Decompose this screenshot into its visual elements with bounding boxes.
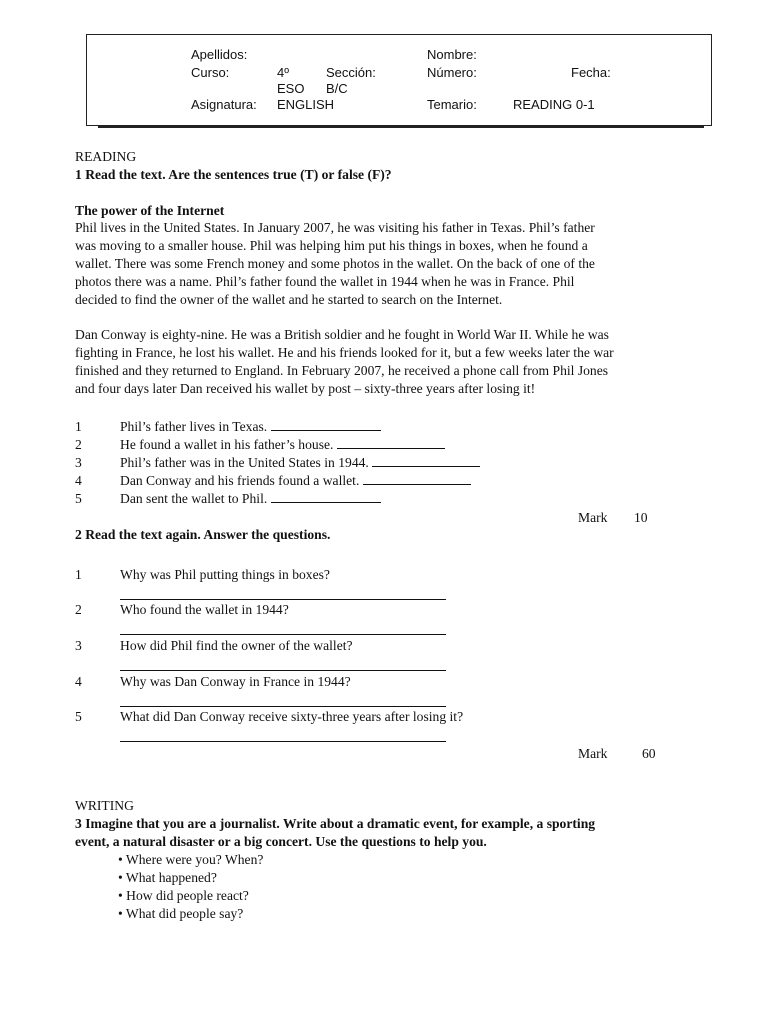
reading-heading: READING	[75, 149, 137, 164]
prompt-text: Where were you? When?	[125, 852, 264, 867]
prompt-bullet: • Where were you? When?	[118, 852, 264, 867]
writing-heading: WRITING	[75, 798, 134, 813]
prompt-bullet: • What did people say?	[118, 906, 244, 921]
question-text: Who found the wallet in 1944?	[120, 602, 289, 617]
mark-label: Mark	[578, 510, 608, 525]
paragraph-line: wallet. There was some French money and some photos in the wallet. On the back of one of the	[75, 255, 595, 271]
asignatura-label: Asignatura:	[191, 97, 257, 112]
curso-label: Curso:	[191, 65, 230, 80]
answer-blank[interactable]	[271, 490, 381, 503]
statement-text: Dan Conway and his friends found a wallet.	[120, 473, 360, 488]
question-text: How did Phil find the owner of the wallet?	[120, 638, 353, 653]
writing-instruction-line-2: event, a natural disaster or a big concert. Use the questions to help you.	[75, 834, 487, 849]
mark-label: Mark	[578, 746, 608, 761]
statement-number: 3	[75, 455, 82, 470]
statement-number: 2	[75, 437, 82, 452]
statement-number: 5	[75, 491, 82, 506]
answer-blank[interactable]	[372, 454, 480, 467]
question-text: Why was Dan Conway in France in 1944?	[120, 674, 351, 689]
question-number: 2	[75, 602, 82, 617]
temario-label: Temario:	[427, 97, 477, 112]
answer-blank[interactable]	[363, 472, 471, 485]
statement-text: Phil’s father lives in Texas.	[120, 419, 268, 434]
paragraph-line: and four days later Dan received his wallet by post – sixty-three years after losing it!	[75, 380, 536, 396]
question-number: 4	[75, 674, 82, 689]
statement-item	[120, 454, 480, 472]
paragraph-line: Dan Conway is eighty-nine. He was a British soldier and he fought in World War II. While he was	[75, 327, 609, 342]
reading-instruction-2: 2 Read the text again. Answer the questions.	[75, 527, 331, 542]
statement-text: Phil’s father was in the United States in 1944.	[120, 455, 369, 470]
paragraph-line: photos there was a name. Phil’s father found the wallet in 1944 when he was in France. Phil	[75, 273, 575, 289]
paragraph-line: Phil lives in the United States. In January 2007, he was visiting his father in Texas. Phil’s father	[75, 220, 595, 235]
statement-text: He found a wallet in his father’s house.	[120, 437, 334, 452]
answer-line[interactable]	[120, 634, 446, 635]
question-text: What did Dan Conway receive sixty-three years after losing it?	[120, 709, 464, 724]
nombre-label: Nombre:	[427, 47, 477, 62]
temario-value: READING 0-1	[513, 97, 595, 112]
statement-item	[120, 472, 471, 490]
answer-line[interactable]	[120, 599, 446, 600]
prompt-bullet: • What happened?	[118, 870, 217, 885]
question-number: 5	[75, 709, 82, 724]
reading-instruction: 1 Read the text. Are the sentences true (T) or false (F)?	[75, 167, 392, 182]
student-info-box	[86, 34, 712, 126]
writing-instruction-line-1: 3 Imagine that you are a journalist. Write about a dramatic event, for example, a sporting	[75, 816, 596, 831]
seccion-value: B/C	[326, 81, 348, 96]
paragraph-line: decided to find the owner of the wallet and he started to search on the Internet.	[75, 291, 503, 307]
answer-line[interactable]	[120, 741, 446, 742]
paragraph-2	[75, 326, 715, 398]
curso-value-1: 4º	[277, 65, 289, 80]
paragraph-line: finished and they returned to England. In February 2007, he received a phone call from Phil Jones	[75, 362, 609, 378]
statement-number: 1	[75, 419, 82, 434]
answer-line[interactable]	[120, 670, 446, 671]
fecha-label: Fecha:	[571, 65, 611, 80]
statement-number: 4	[75, 473, 82, 488]
answer-line[interactable]	[120, 706, 446, 707]
paragraph-1	[75, 219, 715, 309]
statement-item	[120, 436, 445, 454]
prompt-text: How did people react?	[126, 888, 249, 903]
numero-label: Número:	[427, 65, 477, 80]
statement-item	[120, 418, 381, 436]
mark-value: 10	[634, 510, 648, 525]
mark-value: 60	[642, 746, 656, 761]
text-title: The power of the Internet	[75, 203, 225, 218]
answer-blank[interactable]	[337, 436, 445, 449]
prompt-text: What happened?	[125, 870, 217, 885]
apellidos-label: Apellidos:	[191, 47, 248, 62]
paragraph-line: was moving to a smaller house. Phil was helping him put his things in boxes, when he found a	[75, 237, 588, 253]
answer-blank[interactable]	[271, 418, 381, 431]
prompt-text: What did people say?	[125, 906, 244, 921]
paragraph-line: fighting in France, he lost his wallet. He and his friends looked for it, but a few weeks later the war	[75, 344, 614, 360]
question-number: 1	[75, 567, 82, 582]
statement-text: Dan sent the wallet to Phil.	[120, 491, 268, 506]
prompt-bullet: • How did people react?	[118, 888, 249, 903]
statement-item	[120, 490, 381, 508]
question-number: 3	[75, 638, 82, 653]
question-text: Why was Phil putting things in boxes?	[120, 567, 330, 582]
seccion-label: Sección:	[326, 65, 376, 80]
curso-value-2: ESO	[277, 81, 305, 96]
header-underline	[98, 126, 704, 128]
asignatura-value: ENGLISH	[277, 97, 335, 112]
